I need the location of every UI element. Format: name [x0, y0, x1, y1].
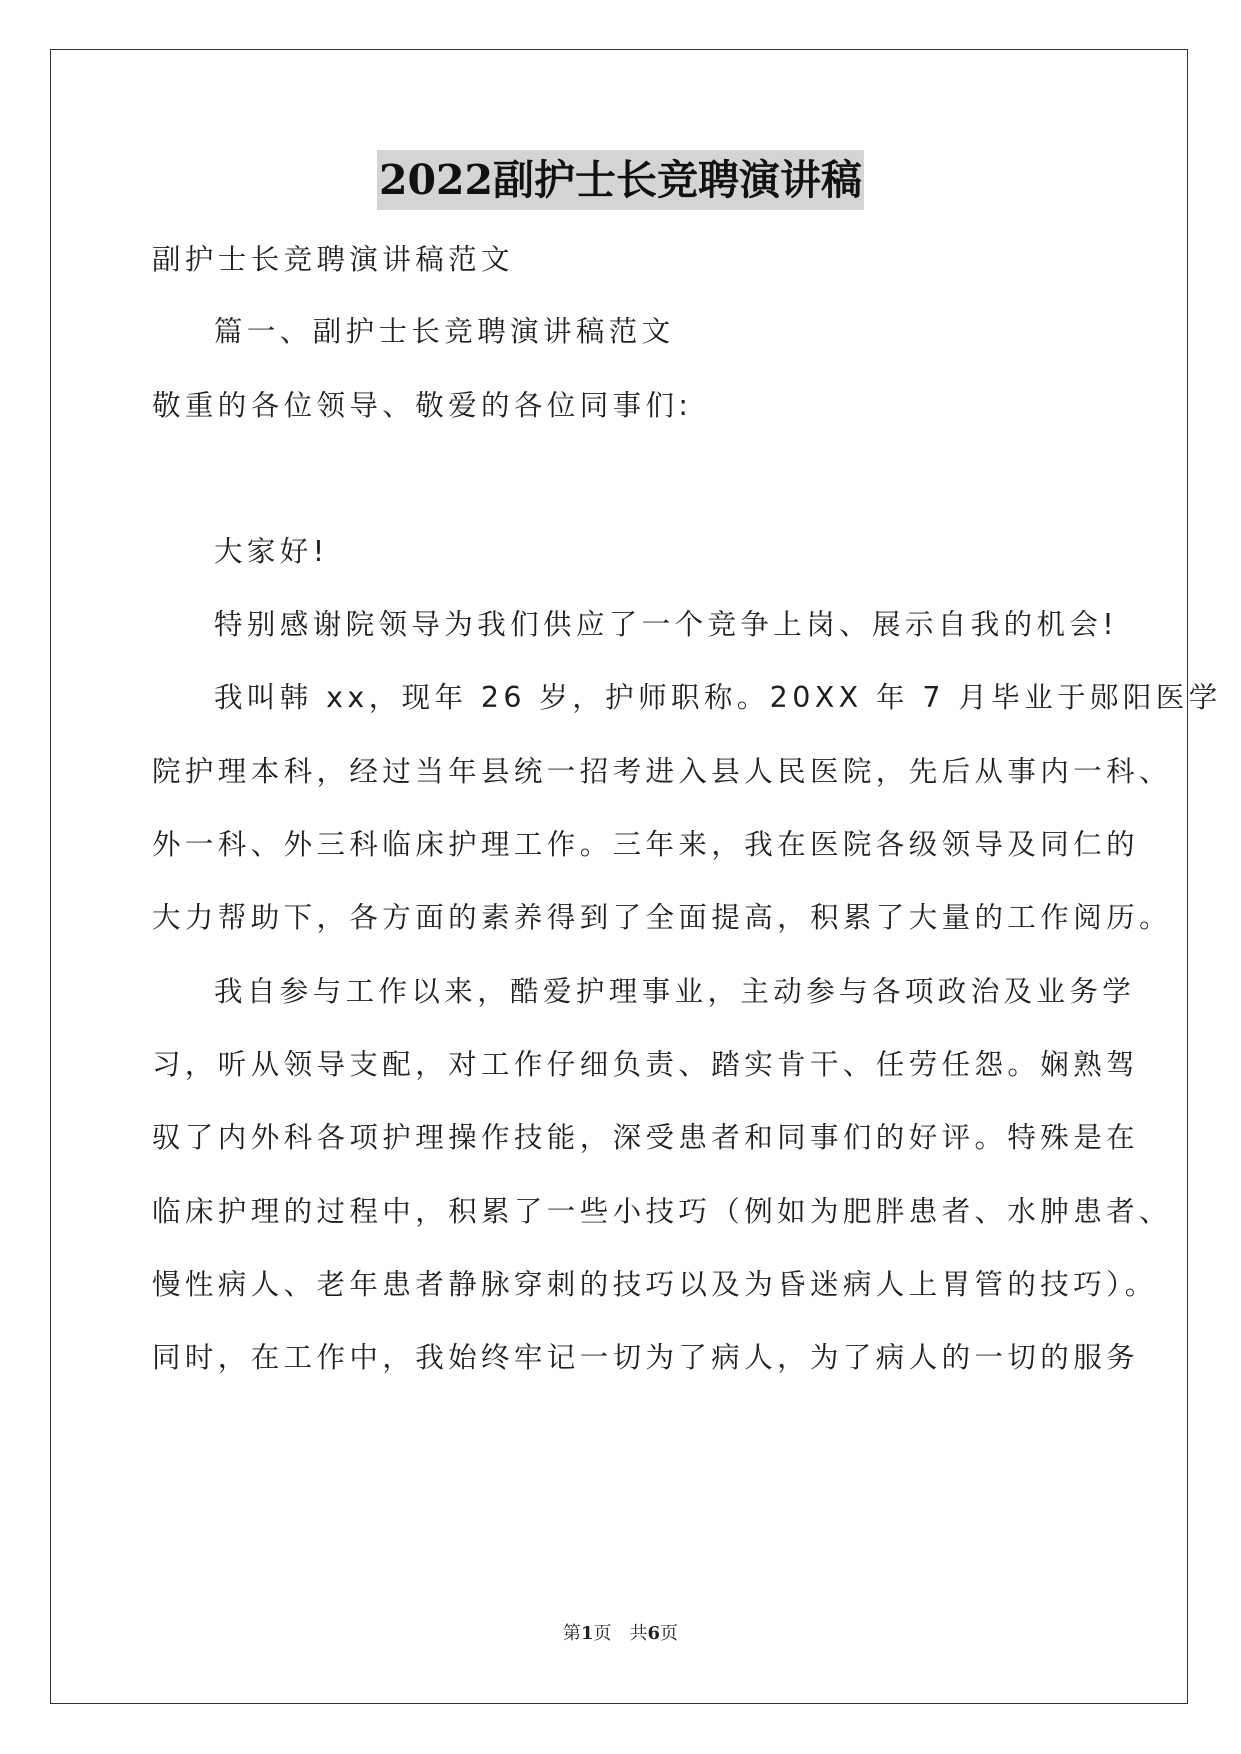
paragraph-line: 特别感谢院领导为我们供应了一个竞争上岗、展示自我的机会! — [214, 608, 1119, 641]
paragraph-line: 大力帮助下，各方面的素养得到了全面提高，积累了大量的工作阅历。 — [152, 901, 1172, 934]
subtitle-line: 副护士长竞聘演讲稿范文 — [152, 243, 514, 276]
total-page-number: 6 — [647, 1623, 661, 1644]
paragraph-line: 我自参与工作以来，酷爱护理事业，主动参与各项政治及业务学 — [214, 975, 1136, 1008]
page-border — [50, 49, 1188, 1704]
current-page-number: 1 — [580, 1623, 594, 1644]
paragraph-line: 同时，在工作中，我始终牢记一切为了病人，为了病人的一切的服务 — [152, 1341, 1140, 1374]
paragraph-line: 我叫韩 xx，现年 26 岁，护师职称。20XX 年 7 月毕业于郧阳医学 — [214, 681, 1222, 714]
paragraph-line: 慢性病人、老年患者静脉穿刺的技巧以及为昏迷病人上胃管的技巧）。 — [152, 1268, 1158, 1301]
paragraph-line: 习，听从领导支配，对工作仔细负责、踏实肯干、任劳任怨。娴熟驾 — [152, 1048, 1140, 1081]
greeting-line: 大家好! — [214, 535, 329, 568]
title-container — [0, 150, 1241, 210]
section-heading: 篇一、副护士长竞聘演讲稿范文 — [214, 315, 675, 348]
paragraph-line: 外一科、外三科临床护理工作。三年来，我在医院各级领导及同仁的 — [152, 828, 1140, 861]
paragraph-line: 临床护理的过程中，积累了一些小技巧（例如为肥胖患者、水肿患者、 — [152, 1195, 1172, 1228]
footer-mid: 页 共 — [593, 1623, 648, 1644]
paragraph-line: 驭了内外科各项护理操作技能，深受患者和同事们的好评。特殊是在 — [152, 1121, 1140, 1154]
document-title: 2022副护士长竞聘演讲稿 — [377, 150, 864, 210]
page-footer — [0, 1622, 1241, 1646]
footer-prefix: 第 — [562, 1623, 581, 1644]
salutation-line: 敬重的各位领导、敬爱的各位同事们: — [152, 389, 693, 422]
paragraph-line: 院护理本科，经过当年县统一招考进入县人民医院，先后从事内一科、 — [152, 755, 1172, 788]
footer-suffix: 页 — [660, 1623, 679, 1644]
